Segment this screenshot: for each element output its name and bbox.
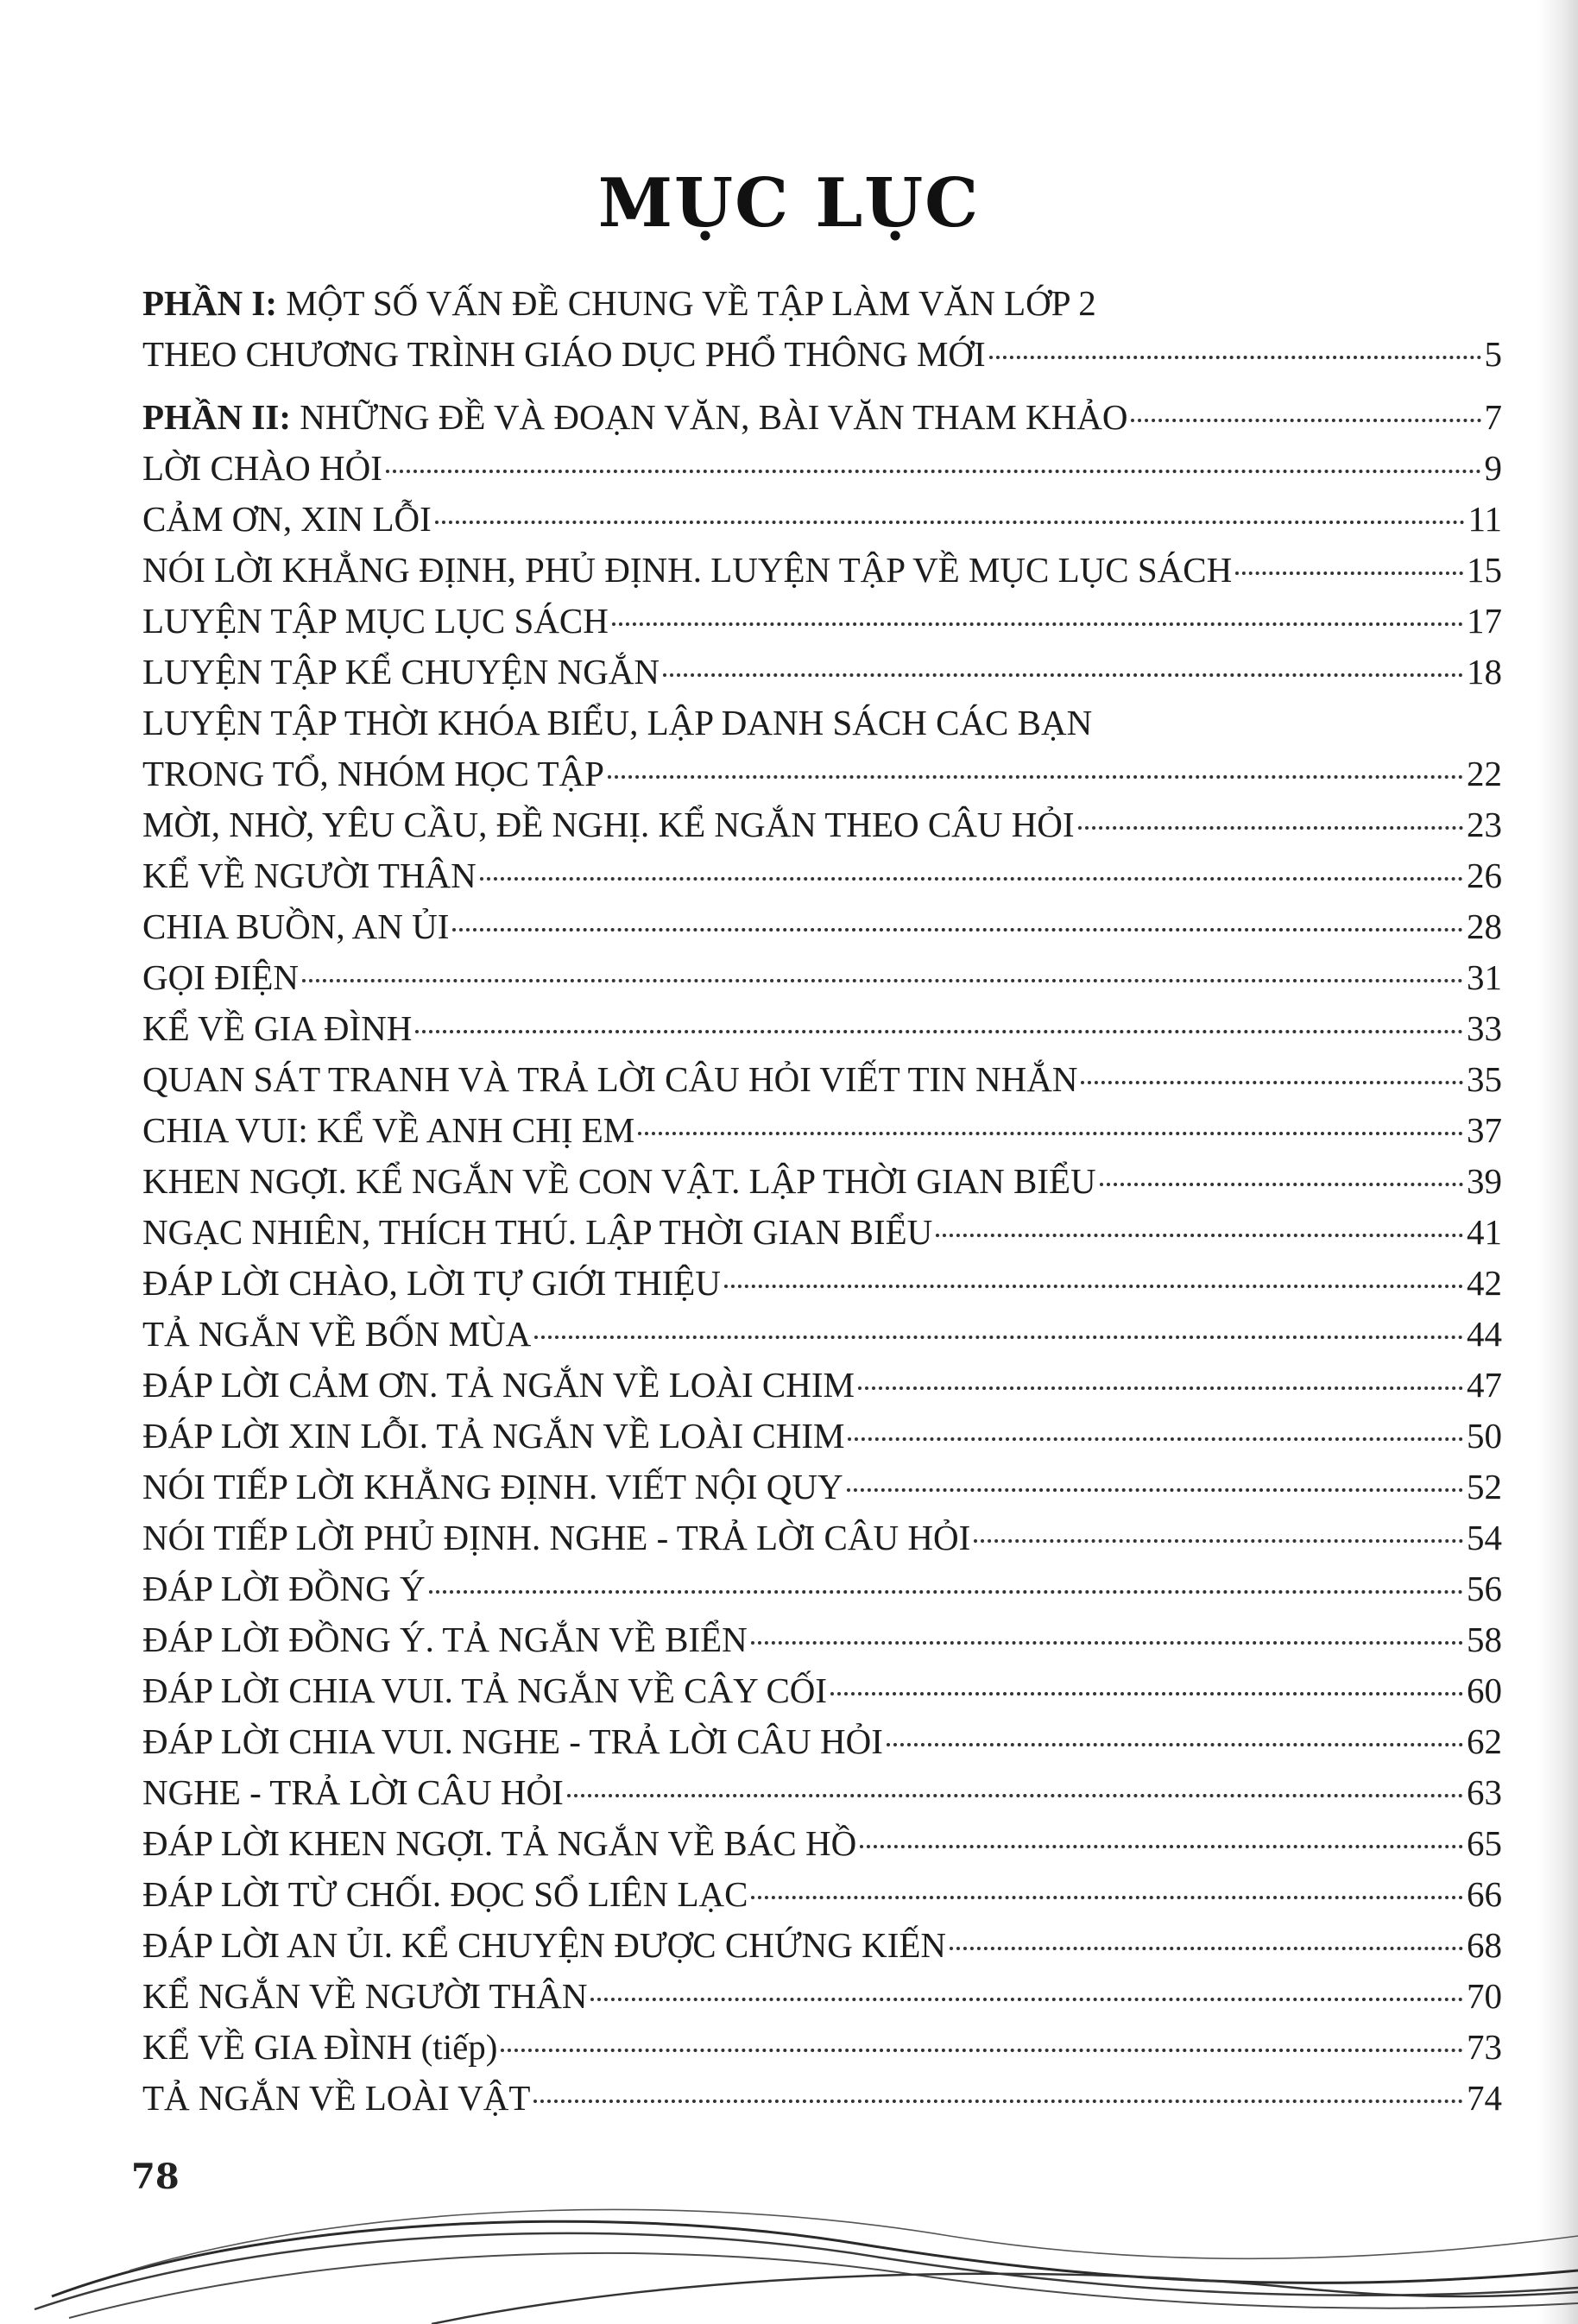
dot-leader	[386, 470, 1481, 473]
toc-entry	[142, 1360, 1502, 1411]
toc-entry-title: KỂ VỀ GIA ĐÌNH (tiếp)	[142, 2027, 498, 2067]
toc-entry-text	[142, 443, 382, 494]
toc-entry-title: ĐÁP LỜI AN ỦI. KỂ CHUYỆN ĐƯỢC CHỨNG KIẾN	[142, 1925, 947, 1965]
toc-entry	[142, 698, 1502, 748]
dot-leader	[302, 979, 1463, 982]
toc-entry-text	[142, 2022, 497, 2073]
toc-entry-title: CHIA VUI: KỂ VỀ ANH CHỊ EM	[142, 1110, 635, 1150]
toc-entry-row	[142, 1207, 1502, 1258]
toc-page-number: 74	[1467, 2078, 1502, 2118]
toc-entry-text	[142, 1462, 843, 1512]
toc-entry-title: LỜI CHÀO HỎI	[142, 448, 382, 488]
toc-page-number: 63	[1467, 1772, 1502, 1812]
toc-entry-text	[142, 329, 986, 380]
toc-entry-title: LUYỆN TẬP THỜI KHÓA BIỂU, LẬP DANH SÁCH CÁC BẠN	[142, 703, 1093, 742]
toc-entry-row	[142, 1156, 1502, 1207]
toc-page-number: 17	[1467, 601, 1502, 641]
toc-entry-row	[142, 1003, 1502, 1054]
toc-entry-title: GỌI ĐIỆN	[142, 957, 300, 997]
dot-leader	[1081, 1081, 1463, 1084]
toc-entry-row	[142, 392, 1502, 443]
toc-page-number: 52	[1467, 1467, 1502, 1506]
toc-page-number: 11	[1468, 499, 1502, 539]
toc-entry-title: TẢ NGẮN VỀ BỐN MÙA	[142, 1314, 532, 1354]
toc-page-number: 50	[1467, 1416, 1502, 1456]
dot-leader	[751, 1641, 1463, 1645]
toc-entry-title: KHEN NGỢI. KỂ NGẮN VỀ CON VẬT. LẬP THỜI GIAN BIỂU	[142, 1161, 1096, 1201]
page-number: 78	[131, 2157, 180, 2197]
toc-entry-row	[142, 494, 1502, 545]
toc-entry	[142, 1156, 1502, 1207]
toc-entry	[142, 1512, 1502, 1563]
toc-entry-title: ĐÁP LỜI CHÀO, LỜI TỰ GIỚI THIỆU	[142, 1263, 721, 1303]
toc-entry	[142, 799, 1502, 850]
toc-entry-row	[142, 2022, 1502, 2073]
toc-entry	[142, 1003, 1502, 1054]
toc-entry-text	[142, 1054, 1077, 1105]
toc-entry	[142, 2022, 1502, 2073]
dot-leader	[936, 1234, 1463, 1237]
dot-leader	[590, 1998, 1463, 2001]
toc-entry	[142, 596, 1502, 647]
toc-entry-text	[142, 1411, 844, 1462]
toc-page-number: 42	[1467, 1263, 1502, 1303]
toc-entry-row	[142, 850, 1502, 901]
toc-entry	[142, 1309, 1502, 1360]
toc-entry-text	[142, 1920, 946, 1971]
decorative-swoosh	[0, 2167, 1578, 2324]
toc-page-number: 54	[1467, 1518, 1502, 1557]
toc-entry-row	[142, 1512, 1502, 1563]
dot-leader	[429, 1590, 1463, 1594]
toc-entry	[142, 329, 1502, 380]
toc-entry-title: CẢM ƠN, XIN LỖI	[142, 499, 432, 539]
toc-entry-title: CHIA BUỒN, AN ỦI	[142, 906, 450, 946]
toc-entry-title: MỘT SỐ VẤN ĐỀ CHUNG VỀ TẬP LÀM VĂN LỚP 2	[277, 283, 1096, 323]
dot-leader	[847, 1488, 1463, 1492]
toc-page-number: 56	[1467, 1569, 1502, 1608]
toc-entry-title: ĐÁP LỜI KHEN NGỢI. TẢ NGẮN VỀ BÁC HỒ	[142, 1823, 857, 1863]
toc-entry-row	[142, 1258, 1502, 1309]
toc-page-number: 35	[1467, 1059, 1502, 1099]
toc-entry-title: KỂ NGẮN VỀ NGƯỜI THÂN	[142, 1976, 588, 2016]
toc-entry-row	[142, 1462, 1502, 1512]
toc-entry-row	[142, 1360, 1502, 1411]
toc-entry	[142, 1971, 1502, 2022]
toc-entry-row	[142, 1054, 1502, 1105]
toc-entry-title: KỂ VỀ NGƯỜI THÂN	[142, 856, 477, 895]
toc-entry	[142, 1563, 1502, 1614]
toc-page-number: 73	[1467, 2027, 1502, 2067]
toc-page-number: 70	[1467, 1976, 1502, 2016]
toc-entry-row	[142, 2073, 1502, 2124]
dot-leader	[860, 1845, 1463, 1848]
toc-entry-title: NÓI LỜI KHẲNG ĐỊNH, PHỦ ĐỊNH. LUYỆN TẬP VỀ MỤC LỤC SÁCH	[142, 550, 1233, 590]
toc-entry-title: NÓI TIẾP LỜI PHỦ ĐỊNH. NGHE - TRẢ LỜI CÂU HỎI	[142, 1518, 971, 1557]
toc-entry-text	[142, 647, 660, 698]
toc-page-number: 39	[1467, 1161, 1502, 1201]
dot-leader	[1100, 1183, 1463, 1186]
toc-page-number: 41	[1467, 1212, 1502, 1252]
toc-entry-title: ĐÁP LỜI CHIA VUI. TẢ NGẮN VỀ CÂY CỐI	[142, 1670, 828, 1710]
toc-entry-text	[142, 1003, 412, 1054]
toc-entry-row	[142, 698, 1502, 748]
toc-entry	[142, 1767, 1502, 1818]
toc-entry-text	[142, 1971, 587, 2022]
toc-entry-row	[142, 1563, 1502, 1614]
toc-entry-title: ĐÁP LỜI ĐỒNG Ý. TẢ NGẮN VỀ BIỂN	[142, 1620, 748, 1659]
toc-entry-row	[142, 1614, 1502, 1665]
toc-page-number: 5	[1484, 334, 1502, 374]
toc-entry-text	[142, 278, 1096, 329]
toc-entry	[142, 1462, 1502, 1512]
dot-leader	[1131, 419, 1480, 422]
toc-entry	[142, 1614, 1502, 1665]
toc-entry-text	[142, 392, 1127, 443]
toc-entry-row	[142, 1716, 1502, 1767]
toc-entry-title: LUYỆN TẬP KỂ CHUYỆN NGẮN	[142, 652, 660, 692]
toc-entry-title: THEO CHƯƠNG TRÌNH GIÁO DỤC PHỔ THÔNG MỚI	[142, 334, 986, 374]
toc-entry	[142, 1869, 1502, 1920]
toc-page-number: 65	[1467, 1823, 1502, 1863]
toc-page-number: 44	[1467, 1314, 1502, 1354]
toc-entry-text	[142, 1716, 883, 1767]
toc-entry-text	[142, 799, 1075, 850]
toc-entry-title: NHỮNG ĐỀ VÀ ĐOẠN VĂN, BÀI VĂN THAM KHẢO	[290, 397, 1128, 437]
toc-entry	[142, 392, 1502, 443]
toc-entry-text	[142, 850, 477, 901]
dot-leader	[858, 1386, 1463, 1390]
toc-entry	[142, 952, 1502, 1003]
toc-entry	[142, 1411, 1502, 1462]
toc-entry-text	[142, 952, 299, 1003]
toc-entry-row	[142, 647, 1502, 698]
toc-entry-title: KỂ VỀ GIA ĐÌNH	[142, 1008, 413, 1048]
toc-entry-title: LUYỆN TẬP MỤC LỤC SÁCH	[142, 601, 609, 641]
toc-entry	[142, 1716, 1502, 1767]
toc-page-number: 22	[1467, 754, 1502, 793]
toc-entry-row	[142, 952, 1502, 1003]
toc-entry-row	[142, 748, 1502, 799]
toc-entry	[142, 1818, 1502, 1869]
toc-entry-text	[142, 1207, 932, 1258]
toc-entry	[142, 1920, 1502, 1971]
page-title: MỤC LỤC	[597, 164, 981, 243]
toc-entry-row	[142, 329, 1502, 380]
dot-leader	[830, 1692, 1463, 1696]
toc-entry	[142, 1054, 1502, 1105]
toc-entry-row	[142, 799, 1502, 850]
toc-entry-text	[142, 1360, 855, 1411]
dot-leader	[974, 1539, 1463, 1543]
toc-entry-row	[142, 545, 1502, 596]
toc-entry-text	[142, 494, 432, 545]
toc-entry	[142, 1258, 1502, 1309]
toc-entry-text	[142, 2073, 530, 2124]
dot-leader	[415, 1030, 1463, 1033]
toc-entry-text	[142, 1818, 856, 1869]
toc-entry-row	[142, 443, 1502, 494]
toc-page-number: 68	[1467, 1925, 1502, 1965]
toc-part-label: PHẦN I:	[142, 283, 278, 323]
toc-entry-row	[142, 901, 1502, 952]
toc-entry-title: NGHE - TRẢ LỜI CÂU HỎI	[142, 1772, 564, 1812]
toc-entry-row	[142, 1971, 1502, 2022]
toc-page-number: 23	[1467, 805, 1502, 844]
toc-entry	[142, 1207, 1502, 1258]
dot-leader	[435, 521, 1465, 524]
toc-entry-text	[142, 1512, 970, 1563]
toc-page-number: 15	[1467, 550, 1502, 590]
table-of-contents	[142, 278, 1502, 2124]
toc-entry-row	[142, 1869, 1502, 1920]
toc-entry-row	[142, 1767, 1502, 1818]
dot-leader	[567, 1794, 1463, 1797]
toc-entry	[142, 278, 1502, 329]
toc-entry-title: ĐÁP LỜI CHIA VUI. NGHE - TRẢ LỜI CÂU HỎI	[142, 1721, 883, 1761]
toc-entry-row	[142, 1920, 1502, 1971]
toc-entry-title: TẢ NGẮN VỀ LOÀI VẬT	[142, 2078, 531, 2118]
toc-entry	[142, 748, 1502, 799]
toc-entry-title: ĐÁP LỜI CẢM ƠN. TẢ NGẮN VỀ LOÀI CHIM	[142, 1365, 855, 1405]
toc-entry-text	[142, 1563, 426, 1614]
toc-page-number: 60	[1467, 1670, 1502, 1710]
toc-part-label: PHẦN II:	[142, 397, 291, 437]
toc-entry-row	[142, 1818, 1502, 1869]
toc-entry-row	[142, 1411, 1502, 1462]
toc-page-number: 47	[1467, 1365, 1502, 1405]
toc-entry-title: MỜI, NHỜ, YÊU CẦU, ĐỀ NGHỊ. KỂ NGẮN THEO CÂU HỎI	[142, 805, 1075, 844]
toc-entry-title: ĐÁP LỜI TỪ CHỐI. ĐỌC SỔ LIÊN LẠC	[142, 1874, 748, 1914]
toc-entry-row	[142, 1105, 1502, 1156]
dot-leader	[501, 2049, 1463, 2052]
toc-entry	[142, 647, 1502, 698]
toc-entry	[142, 494, 1502, 545]
toc-entry	[142, 443, 1502, 494]
dot-leader	[663, 673, 1463, 677]
toc-entry-text	[142, 1105, 634, 1156]
page-edge-shadow	[1538, 0, 1578, 2324]
toc-entry-title: ĐÁP LỜI ĐỒNG Ý	[142, 1569, 426, 1608]
toc-entry	[142, 1105, 1502, 1156]
toc-entry-text	[142, 596, 609, 647]
dot-leader	[751, 1896, 1463, 1899]
toc-entry-text	[142, 1614, 748, 1665]
dot-leader	[612, 622, 1463, 626]
toc-page-number: 9	[1484, 448, 1502, 488]
toc-entry-text	[142, 1665, 827, 1716]
toc-entry	[142, 850, 1502, 901]
toc-entry-text	[142, 1767, 564, 1818]
toc-page-number: 58	[1467, 1620, 1502, 1659]
toc-entry-title: NÓI TIẾP LỜI KHẲNG ĐỊNH. VIẾT NỘI QUY	[142, 1467, 843, 1506]
toc-entry-text	[142, 545, 1232, 596]
toc-page-number: 7	[1484, 397, 1502, 437]
toc-entry-row	[142, 278, 1502, 329]
toc-page-number: 28	[1467, 906, 1502, 946]
dot-leader	[989, 356, 1481, 359]
dot-leader	[480, 877, 1463, 881]
toc-entry-text	[142, 748, 604, 799]
toc-entry-title: NGẠC NHIÊN, THÍCH THÚ. LẬP THỜI GIAN BIỂU	[142, 1212, 933, 1252]
toc-page-number: 37	[1467, 1110, 1502, 1150]
dot-leader	[848, 1437, 1463, 1441]
toc-entry-text	[142, 901, 449, 952]
toc-page-number: 62	[1467, 1721, 1502, 1761]
dot-leader	[534, 1336, 1463, 1339]
toc-entry	[142, 901, 1502, 952]
toc-entry-text	[142, 1869, 748, 1920]
toc-page-number: 33	[1467, 1008, 1502, 1048]
toc-entry-text	[142, 1258, 721, 1309]
toc-entry-text	[142, 1156, 1096, 1207]
toc-entry-row	[142, 1309, 1502, 1360]
toc-entry	[142, 545, 1502, 596]
toc-page-number: 26	[1467, 856, 1502, 895]
toc-entry-title: QUAN SÁT TRANH VÀ TRẢ LỜI CÂU HỎI VIẾT TIN NHẮN	[142, 1059, 1078, 1099]
toc-page-number: 66	[1467, 1874, 1502, 1914]
dot-leader	[1078, 826, 1463, 830]
dot-leader	[1235, 572, 1463, 575]
toc-entry-text	[142, 1309, 531, 1360]
dot-leader	[724, 1285, 1463, 1288]
toc-entry-title: ĐÁP LỜI XIN LỖI. TẢ NGẮN VỀ LOÀI CHIM	[142, 1416, 845, 1456]
dot-leader	[533, 2100, 1463, 2103]
toc-entry	[142, 1665, 1502, 1716]
toc-entry	[142, 2073, 1502, 2124]
toc-entry-row	[142, 1665, 1502, 1716]
toc-entry-title: TRONG TỔ, NHÓM HỌC TẬP	[142, 754, 604, 793]
dot-leader	[950, 1947, 1463, 1950]
toc-entry-text	[142, 698, 1092, 748]
toc-page-number: 18	[1467, 652, 1502, 692]
dot-leader	[452, 928, 1463, 931]
dot-leader	[608, 775, 1463, 779]
toc-page-number: 31	[1467, 957, 1502, 997]
dot-leader	[638, 1132, 1463, 1135]
toc-entry-row	[142, 596, 1502, 647]
dot-leader	[887, 1743, 1463, 1746]
